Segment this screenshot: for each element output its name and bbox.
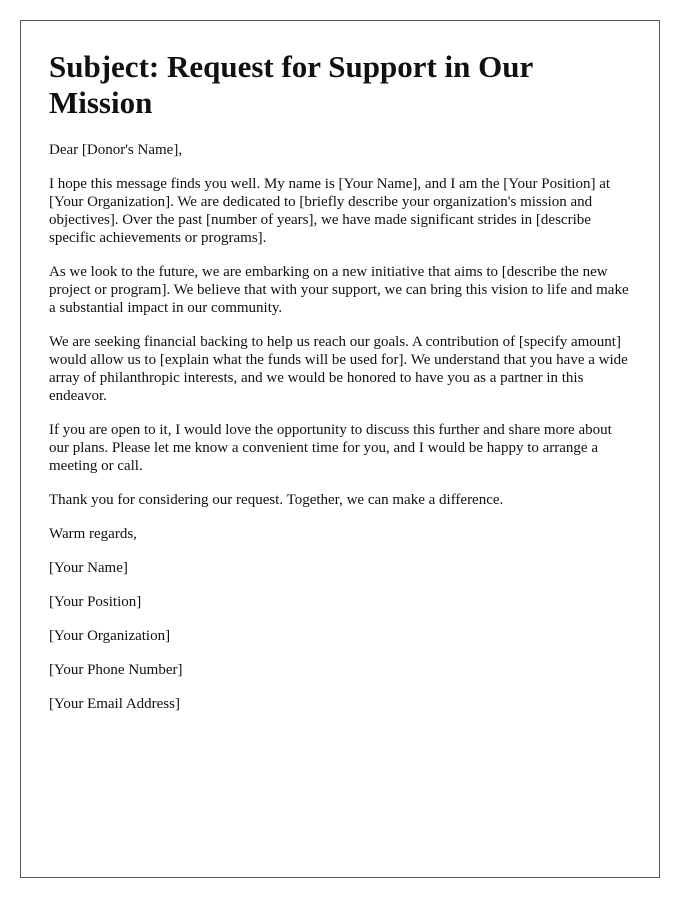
signature-organization: [Your Organization] xyxy=(49,628,171,644)
letter-paragraph-meeting: If you are open to it, I would love the opportunity to discuss this further and share more about our plans. Please let me know a convenient time for you, and I would be happy to arrange a meeting or call. xyxy=(49,422,612,474)
signature-position: [Your Position] xyxy=(49,594,142,610)
letter-subject: Subject: Request for Support in Our Mission xyxy=(49,49,533,120)
letter-page xyxy=(20,20,660,878)
letter-closing: Warm regards, xyxy=(49,526,137,542)
letter-paragraph-request: We are seeking financial backing to help us reach our goals. A contribution of [specify amount] would allow us to [explain what the funds will be used for]. We understand that you have a wide array of philanthropic interests, and we would be honored to have you as a partner in this endeavor. xyxy=(49,334,628,404)
signature-email: [Your Email Address] xyxy=(49,696,180,712)
signature-phone: [Your Phone Number] xyxy=(49,662,183,678)
letter-paragraph-thanks: Thank you for considering our request. Together, we can make a difference. xyxy=(49,492,504,508)
signature-name: [Your Name] xyxy=(49,560,128,576)
letter-paragraph-initiative: As we look to the future, we are embarking on a new initiative that aims to [describe the new project or program]. We believe that with your support, we can bring this vision to life and make a substantial impact in our community. xyxy=(49,264,629,316)
letter-paragraph-intro: I hope this message finds you well. My name is [Your Name], and I am the [Your Position] at [Your Organization]. We are dedicated to [briefly describe your organization's mission and objectives]. Over the past [number of years], we have made significant strides in [describe specific achievements or programs]. xyxy=(49,176,611,246)
letter-greeting: Dear [Donor's Name], xyxy=(49,142,183,158)
